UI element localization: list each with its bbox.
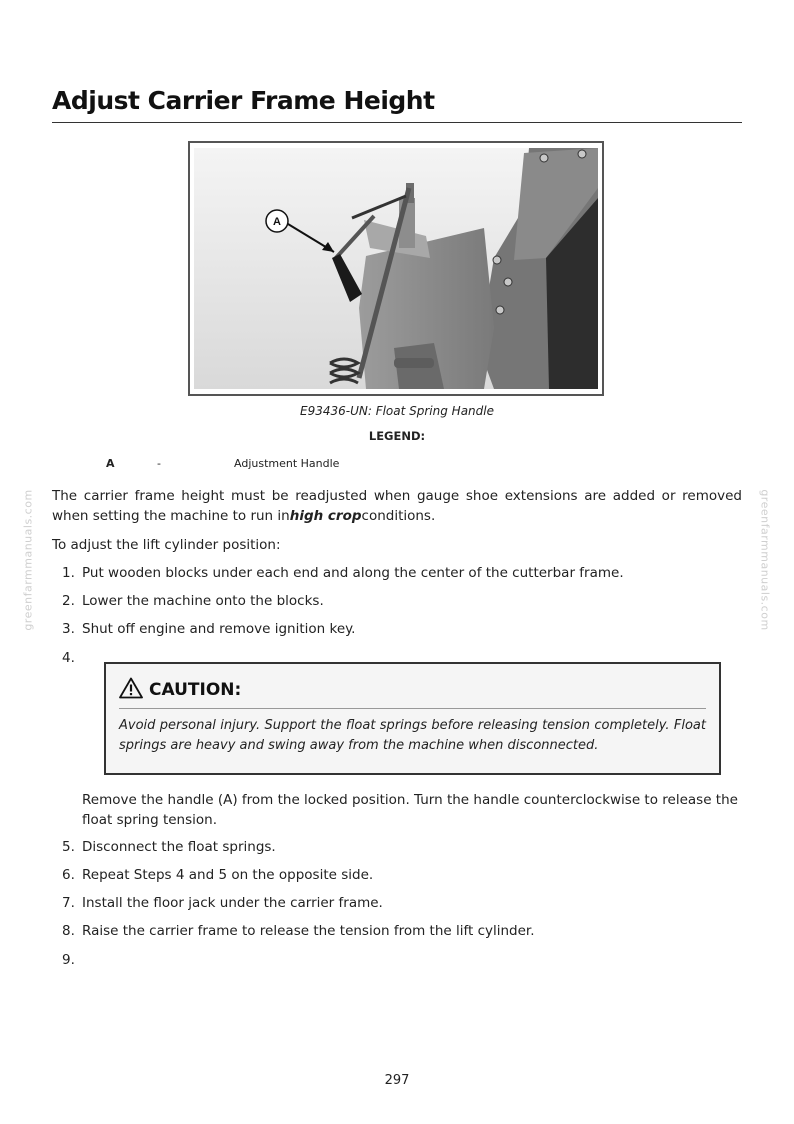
- warning-triangle-icon: [119, 677, 143, 699]
- step-number: 6.: [62, 867, 75, 883]
- step-number: 2.: [62, 593, 75, 609]
- caution-text: Avoid personal injury. Support the float springs before releasing tension completely. Float springs are heavy and swing away from the machine when disconnected.: [119, 718, 706, 753]
- figure-frame: [188, 141, 604, 396]
- step-text: Disconnect the float springs.: [82, 839, 276, 855]
- caution-title: CAUTION:: [149, 680, 242, 700]
- intro-paragraph: [52, 487, 742, 526]
- step-number: 8.: [62, 923, 75, 939]
- legend-separator: -: [157, 457, 161, 470]
- step-text: Shut off engine and remove ignition key.: [82, 621, 356, 637]
- step-6: [62, 866, 373, 886]
- legend-key: A: [106, 457, 115, 470]
- step-text: Repeat Steps 4 and 5 on the opposite side.: [82, 867, 374, 883]
- step-number: 3.: [62, 621, 75, 637]
- step-2: [62, 592, 324, 612]
- step-number: 1.: [62, 565, 75, 581]
- watermark-right: greenfarmmanuals.com: [758, 489, 772, 631]
- procedure-heading: To adjust the lift cylinder position:: [52, 537, 281, 553]
- intro-emphasis: high crop: [289, 507, 362, 524]
- step-text: Install the floor jack under the carrier frame.: [82, 895, 383, 911]
- step-number: 4.: [62, 650, 75, 666]
- step-4: [62, 649, 82, 669]
- float-spring-handle-photo: [194, 148, 598, 389]
- caution-box: [104, 662, 721, 775]
- step-7: [62, 894, 383, 914]
- title-divider: [52, 122, 742, 123]
- page-number: 297: [384, 1073, 410, 1088]
- caution-heading: [119, 677, 241, 700]
- figure-caption: E93436-UN: Float Spring Handle: [299, 404, 494, 418]
- step-9: [62, 951, 82, 971]
- step-8: [62, 922, 535, 942]
- intro-text-end: conditions.: [361, 507, 436, 524]
- step-text: Raise the carrier frame to release the tension from the lift cylinder.: [82, 923, 535, 939]
- step-4-text: Remove the handle (A) from the locked position. Turn the handle counterclockwise to release the float spring tension.: [82, 792, 738, 828]
- step-number: 9.: [62, 952, 75, 968]
- step-text: Lower the machine onto the blocks.: [82, 593, 324, 609]
- step-number: 5.: [62, 839, 75, 855]
- legend-description: Adjustment Handle: [234, 457, 340, 470]
- page-title: Adjust Carrier Frame Height: [52, 86, 435, 115]
- step-1: [62, 564, 624, 584]
- step-3: [62, 620, 355, 640]
- step-number: 7.: [62, 895, 75, 911]
- caution-divider: [119, 708, 706, 709]
- legend-heading: LEGEND:: [368, 429, 426, 443]
- watermark-left: greenfarmmanuals.com: [21, 489, 35, 631]
- intro-text: The carrier frame height must be readjusted when gauge shoe extensions are added or removed when setting the machine to run in: [52, 488, 742, 524]
- step-5: [62, 838, 276, 858]
- callout-label: A: [273, 216, 281, 228]
- step-text: Put wooden blocks under each end and along the center of the cutterbar frame.: [82, 565, 624, 581]
